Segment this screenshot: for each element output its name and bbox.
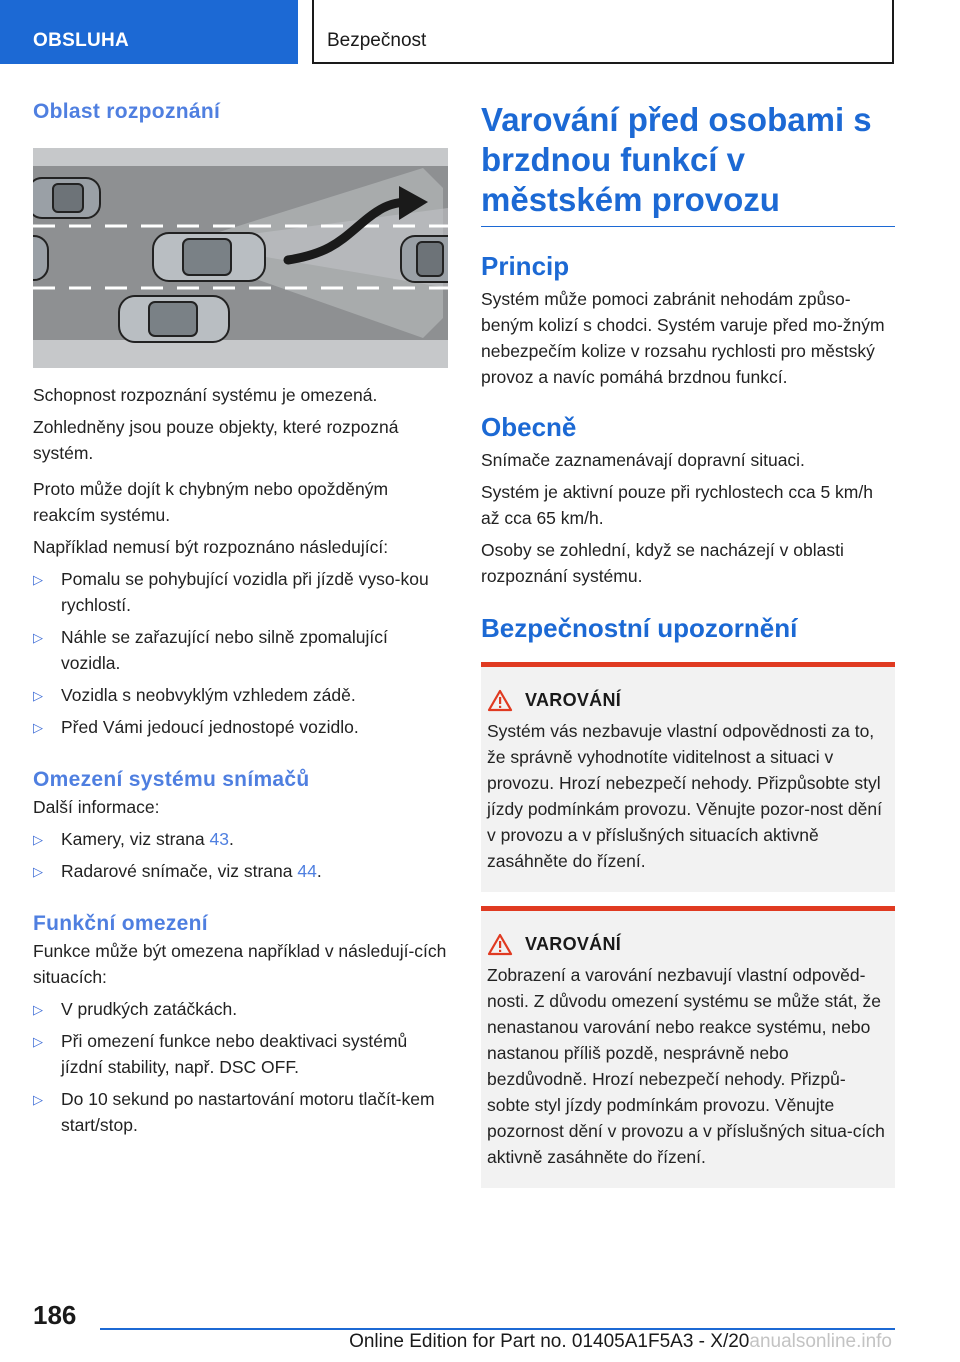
page-number: 186 bbox=[33, 1300, 77, 1330]
right-column bbox=[481, 100, 895, 1188]
detection-area-illustration bbox=[33, 148, 448, 368]
general-heading: Obecně bbox=[481, 412, 577, 442]
function-intro: Funkce může být omezena například v následují-cích situacích: bbox=[33, 941, 447, 987]
bullet-icon: ▷ bbox=[33, 688, 43, 703]
bullet-icon: ▷ bbox=[33, 864, 43, 879]
general-p2: Systém je aktivní pouze při rychlostech cca 5 km/h až cca 65 km/h. bbox=[481, 482, 873, 528]
undetected-list bbox=[33, 566, 448, 740]
warning-triangle-icon bbox=[487, 689, 513, 712]
warning-box-2 bbox=[481, 906, 895, 1188]
topic-tab bbox=[312, 0, 894, 64]
warning-text: Zobrazení a varování nezbavují vlastní odpověd-nosti. Z důvodu omezení systému se může stát, že nenastanou varování nebo reakce systému, nebo nastanou příliš pozdě, nesprávně nebo bezdůvodně. Hrozí nebezpečí nehody. Přizpů-sobte styl jízdy podmínkám provozu. Věnujte pozornost dění v provozu a v příslušných situa-cích aktivně zasáhněte do řízení. bbox=[487, 965, 885, 1167]
detection-p2: Zohledněny jsou pouze objekty, které rozpozná systém. bbox=[33, 417, 399, 463]
list-item: ▷ Kamery, viz strana 43. bbox=[33, 826, 448, 852]
car-left-top bbox=[33, 178, 100, 218]
sensor-limits-heading: Omezení systému snímačů bbox=[33, 768, 310, 791]
car-left-middle bbox=[33, 236, 48, 280]
page-link-43[interactable]: 43 bbox=[209, 829, 229, 849]
sensor-intro: Další informace: bbox=[33, 797, 160, 817]
bullet-icon: ▷ bbox=[33, 572, 43, 587]
principle-heading: Princip bbox=[481, 251, 570, 281]
safety-heading: Bezpečnostní upozornění bbox=[481, 613, 798, 643]
function-limits-heading: Funkční omezení bbox=[33, 912, 208, 935]
sensor-list bbox=[33, 826, 448, 884]
watermark-text: anualsonline.info bbox=[749, 1331, 892, 1352]
general-p3: Osoby se zohlední, když se nacházejí v oblasti rozpoznání systému. bbox=[481, 540, 844, 586]
list-item: ▷ Při omezení funkce nebo deaktivaci systémů jízdní stability, např. DSC OFF. bbox=[33, 1031, 408, 1077]
road-illustration bbox=[33, 148, 448, 368]
bullet-icon: ▷ bbox=[33, 1034, 43, 1049]
warning-header bbox=[487, 689, 887, 712]
list-item: ▷ Náhle se zařazující nebo silně zpomalující vozidla. bbox=[33, 627, 388, 673]
page-link-44[interactable]: 44 bbox=[297, 861, 317, 881]
function-list bbox=[33, 996, 448, 1138]
warning-header bbox=[487, 933, 887, 956]
detection-area-heading: Oblast rozpoznání bbox=[33, 100, 221, 123]
principle-text: Systém může pomoci zabránit nehodám způso-beným kolizí s chodci. Systém varuje před mo-žným nebezpečím kolize v rozsahu rychlosti pro městský provoz a navíc pomáhá brzdnou funkcí. bbox=[481, 289, 885, 387]
warning-triangle-icon bbox=[487, 933, 513, 956]
car-ego bbox=[153, 233, 265, 281]
list-item: ▷ Vozidla s neobvyklým vzhledem zádě. bbox=[33, 682, 448, 708]
topic-label: Bezpečnost bbox=[327, 30, 427, 51]
warning-label: VAROVÁNÍ bbox=[525, 934, 622, 954]
left-column bbox=[33, 100, 448, 1138]
detection-p3: Proto může dojít k chybným nebo opožděným reakcím systému. bbox=[33, 479, 389, 525]
footer-rule bbox=[100, 1328, 895, 1330]
general-p1: Snímače zaznamenávají dopravní situaci. bbox=[481, 450, 805, 470]
edition-text: Online Edition for Part no. 01405A1F5A3 - X/20 bbox=[349, 1331, 750, 1352]
list-item: ▷ Před Vámi jedoucí jednostopé vozidlo. bbox=[33, 714, 448, 740]
footer-edition bbox=[349, 1331, 892, 1353]
list-item: ▷ Pomalu se pohybující vozidla při jízdě vyso-kou rychlostí. bbox=[33, 569, 429, 615]
bullet-icon: ▷ bbox=[33, 1092, 43, 1107]
chapter-label: OBSLUHA bbox=[33, 30, 130, 51]
bullet-icon: ▷ bbox=[33, 1002, 43, 1017]
warning-label: VAROVÁNÍ bbox=[525, 690, 622, 710]
car-right bbox=[401, 236, 448, 282]
main-heading: Varování před osobami s brzdnou funkcí v městském provozu bbox=[481, 100, 895, 227]
list-item: ▷ V prudkých zatáčkách. bbox=[33, 996, 448, 1022]
warning-text: Systém vás nezbavuje vlastní odpovědnosti za to, že správně vyhodnotíte viditelnost a situaci v provozu. Hrozí nebezpečí nehody. Přizpůsobte styl jízdy podmínkám provozu. Věnujte pozor-nost dění v provozu a v příslušných situacích aktivně zasáhněte do řízení. bbox=[487, 721, 882, 871]
chapter-tab bbox=[0, 0, 298, 64]
list-item: ▷ Do 10 sekund po nastartování motoru tlačít-kem start/stop. bbox=[33, 1089, 435, 1135]
car-bottom bbox=[119, 296, 229, 342]
bullet-icon: ▷ bbox=[33, 720, 43, 735]
list-item: ▷ Radarové snímače, viz strana 44. bbox=[33, 858, 448, 884]
detection-p1: Schopnost rozpoznání systému je omezená. bbox=[33, 385, 378, 405]
warning-box-1 bbox=[481, 662, 895, 892]
detection-p4: Například nemusí být rozpoznáno následující: bbox=[33, 537, 389, 557]
bullet-icon: ▷ bbox=[33, 832, 43, 847]
bullet-icon: ▷ bbox=[33, 630, 43, 645]
